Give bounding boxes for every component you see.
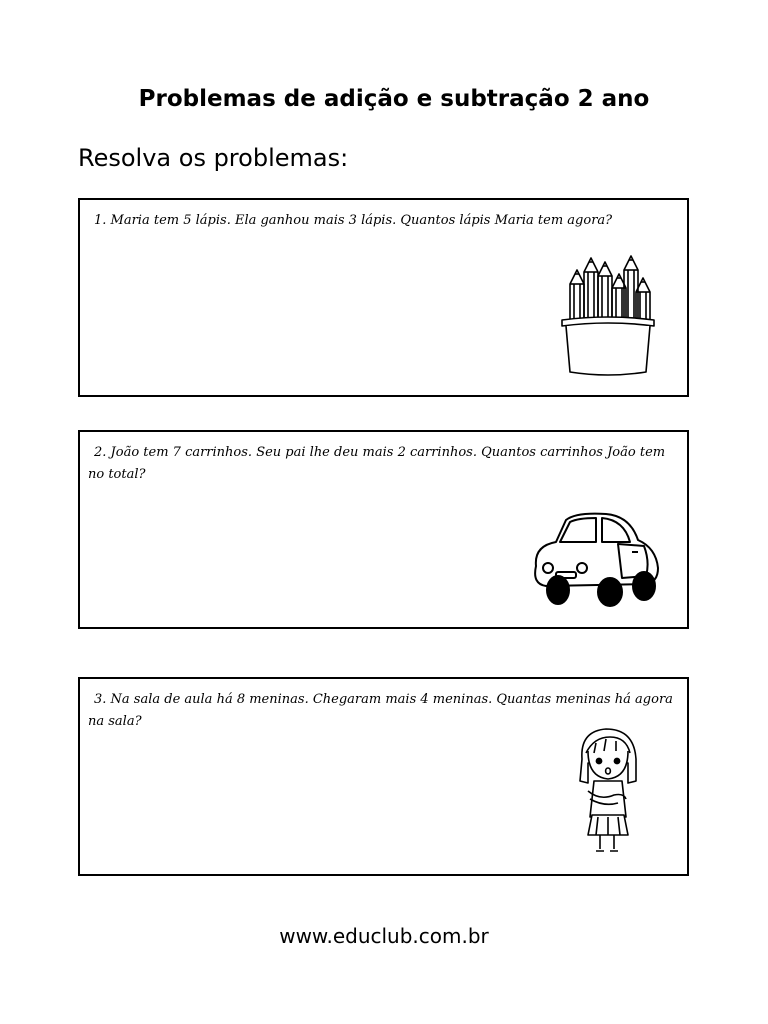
girl-icon (570, 725, 650, 855)
problem-box-2 (78, 430, 689, 629)
problem-box-3 (78, 677, 689, 876)
problem-text-1: 1. Maria tem 5 lápis. Ela ganhou mais 3 lápis. Quantos lápis Maria tem agora? (94, 213, 613, 228)
footer-url: www.educlub.com.br (279, 924, 489, 948)
toy-car-icon (526, 510, 666, 608)
problem-text-3: 3. Na sala de aula há 8 meninas. Chegaram mais 4 meninas. Quantas meninas há agora na sala? (88, 692, 673, 729)
problem-box-1 (78, 198, 689, 397)
instruction-text: Resolva os problemas: (78, 144, 349, 172)
pencil-cup-icon (558, 252, 658, 380)
page-title: Problemas de adição e subtração 2 ano (138, 86, 650, 112)
problem-text-2: 2. João tem 7 carrinhos. Seu pai lhe deu mais 2 carrinhos. Quantos carrinhos João tem no total? (88, 445, 666, 482)
